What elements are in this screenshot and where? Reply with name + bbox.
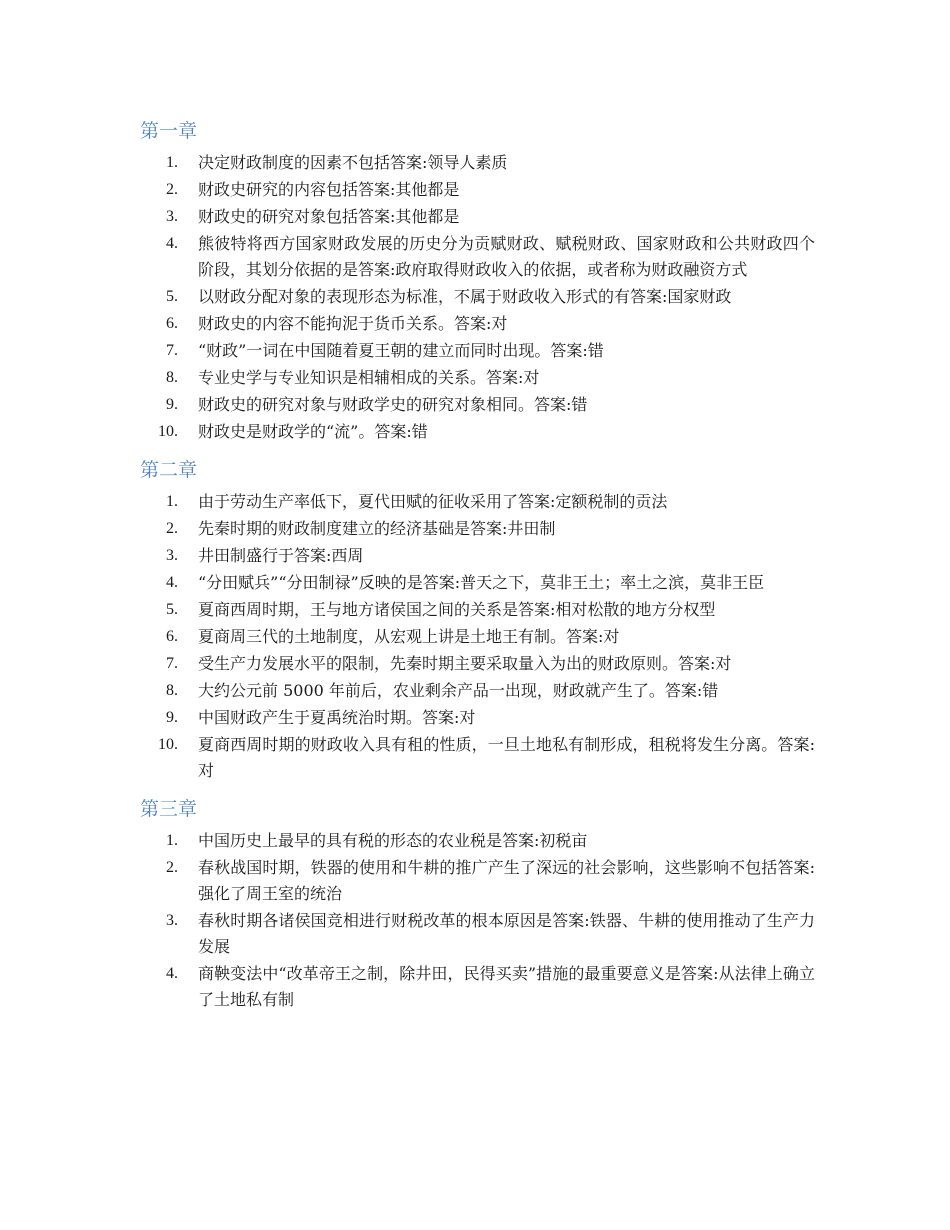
question-number: 3. xyxy=(166,547,178,564)
question-list xyxy=(140,150,815,445)
question-item xyxy=(140,204,815,230)
question-number: 1. xyxy=(166,832,178,849)
question-number: 6. xyxy=(166,315,178,332)
question-number: 1. xyxy=(166,493,178,510)
question-text: 专业史学与专业知识是相辅相成的关系。答案:对 xyxy=(198,368,540,387)
question-text: 春秋战国时期，铁器的使用和牛耕的推广产生了深远的社会影响，这些影响不包括答案:强化了周王室的统治 xyxy=(198,858,815,903)
question-item xyxy=(140,908,815,960)
chapter-section xyxy=(140,457,815,784)
question-number: 7. xyxy=(166,655,178,672)
question-text: 夏商周三代的土地制度，从宏观上讲是土地王有制。答案:对 xyxy=(198,627,620,646)
question-text: 以财政分配对象的表现形态为标准，不属于财政收入形式的有答案:国家财政 xyxy=(198,287,732,306)
chapter-title: 第三章 xyxy=(140,798,198,820)
question-item xyxy=(140,516,815,542)
document-content xyxy=(140,118,815,1014)
question-text: 先秦时期的财政制度建立的经济基础是答案:井田制 xyxy=(198,519,556,538)
question-item xyxy=(140,570,815,596)
question-text: 财政史的研究对象与财政学史的研究对象相同。答案:错 xyxy=(198,395,588,414)
question-text: 熊彼特将西方国家财政发展的历史分为贡赋财政、赋税财政、国家财政和公共财政四个阶段，其划分依据的是答案:政府取得财政收入的依据，或者称为财政融资方式 xyxy=(198,234,815,279)
question-number: 8. xyxy=(166,682,178,699)
question-item xyxy=(140,961,815,1013)
question-text: 井田制盛行于答案:西周 xyxy=(198,546,364,565)
chapter-title: 第二章 xyxy=(140,459,198,481)
question-number: 8. xyxy=(166,369,178,386)
question-number: 4. xyxy=(166,235,178,252)
question-number: 4. xyxy=(166,574,178,591)
question-item xyxy=(140,678,815,704)
question-item xyxy=(140,624,815,650)
question-number: 1. xyxy=(166,154,178,171)
question-item xyxy=(140,231,815,283)
question-text: 中国财政产生于夏禹统治时期。答案:对 xyxy=(198,708,476,727)
question-item xyxy=(140,543,815,569)
question-item xyxy=(140,489,815,515)
question-number: 5. xyxy=(166,288,178,305)
question-text: 夏商西周时期，王与地方诸侯国之间的关系是答案:相对松散的地方分权型 xyxy=(198,600,716,619)
question-number: 7. xyxy=(166,342,178,359)
question-text: 财政史的研究对象包括答案:其他都是 xyxy=(198,207,460,226)
question-number: 10. xyxy=(158,423,178,440)
question-item xyxy=(140,828,815,854)
question-item xyxy=(140,392,815,418)
question-number: 2. xyxy=(166,181,178,198)
question-number: 3. xyxy=(166,208,178,225)
chapter-title: 第一章 xyxy=(140,120,198,142)
question-text: 商鞅变法中“改革帝王之制，除井田，民得买卖”措施的最重要意义是答案:从法律上确立了土地私有制 xyxy=(198,964,815,1009)
chapter-section xyxy=(140,796,815,1013)
question-text: 春秋时期各诸侯国竞相进行财税改革的根本原因是答案:铁器、牛耕的使用推动了生产力发展 xyxy=(198,911,815,956)
question-number: 4. xyxy=(166,965,178,982)
question-number: 2. xyxy=(166,859,178,876)
question-number: 9. xyxy=(166,709,178,726)
question-list xyxy=(140,489,815,784)
question-number: 5. xyxy=(166,601,178,618)
question-item xyxy=(140,419,815,445)
question-item xyxy=(140,150,815,176)
question-text: “财政”一词在中国随着夏王朝的建立而同时出现。答案:错 xyxy=(198,341,604,360)
question-text: 财政史研究的内容包括答案:其他都是 xyxy=(198,180,460,199)
question-text: “分田赋兵”“分田制禄”反映的是答案:普天之下，莫非王土；率土之滨，莫非王臣 xyxy=(198,573,765,592)
question-item xyxy=(140,284,815,310)
question-text: 财政史是财政学的“流”。答案:错 xyxy=(198,422,428,441)
question-item xyxy=(140,855,815,907)
question-number: 9. xyxy=(166,396,178,413)
question-text: 受生产力发展水平的限制，先秦时期主要采取量入为出的财政原则。答案:对 xyxy=(198,654,732,673)
question-number: 6. xyxy=(166,628,178,645)
question-text: 决定财政制度的因素不包括答案:领导人素质 xyxy=(198,153,508,172)
question-text: 由于劳动生产率低下，夏代田赋的征收采用了答案:定额税制的贡法 xyxy=(198,492,668,511)
question-number: 10. xyxy=(158,736,178,753)
question-text: 中国历史上最早的具有税的形态的农业税是答案:初税亩 xyxy=(198,831,588,850)
question-text: 大约公元前 5000 年前后，农业剩余产品一出现，财政就产生了。答案:错 xyxy=(198,681,719,700)
question-item xyxy=(140,651,815,677)
question-item xyxy=(140,365,815,391)
question-number: 3. xyxy=(166,912,178,929)
question-text: 财政史的内容不能拘泥于货币关系。答案:对 xyxy=(198,314,508,333)
question-item xyxy=(140,177,815,203)
question-item xyxy=(140,338,815,364)
chapter-section xyxy=(140,118,815,445)
question-item xyxy=(140,597,815,623)
question-number: 2. xyxy=(166,520,178,537)
question-item xyxy=(140,732,815,784)
question-item xyxy=(140,311,815,337)
question-list xyxy=(140,828,815,1013)
question-text: 夏商西周时期的财政收入具有租的性质，一旦土地私有制形成，租税将发生分离。答案:对 xyxy=(198,735,815,780)
question-item xyxy=(140,705,815,731)
